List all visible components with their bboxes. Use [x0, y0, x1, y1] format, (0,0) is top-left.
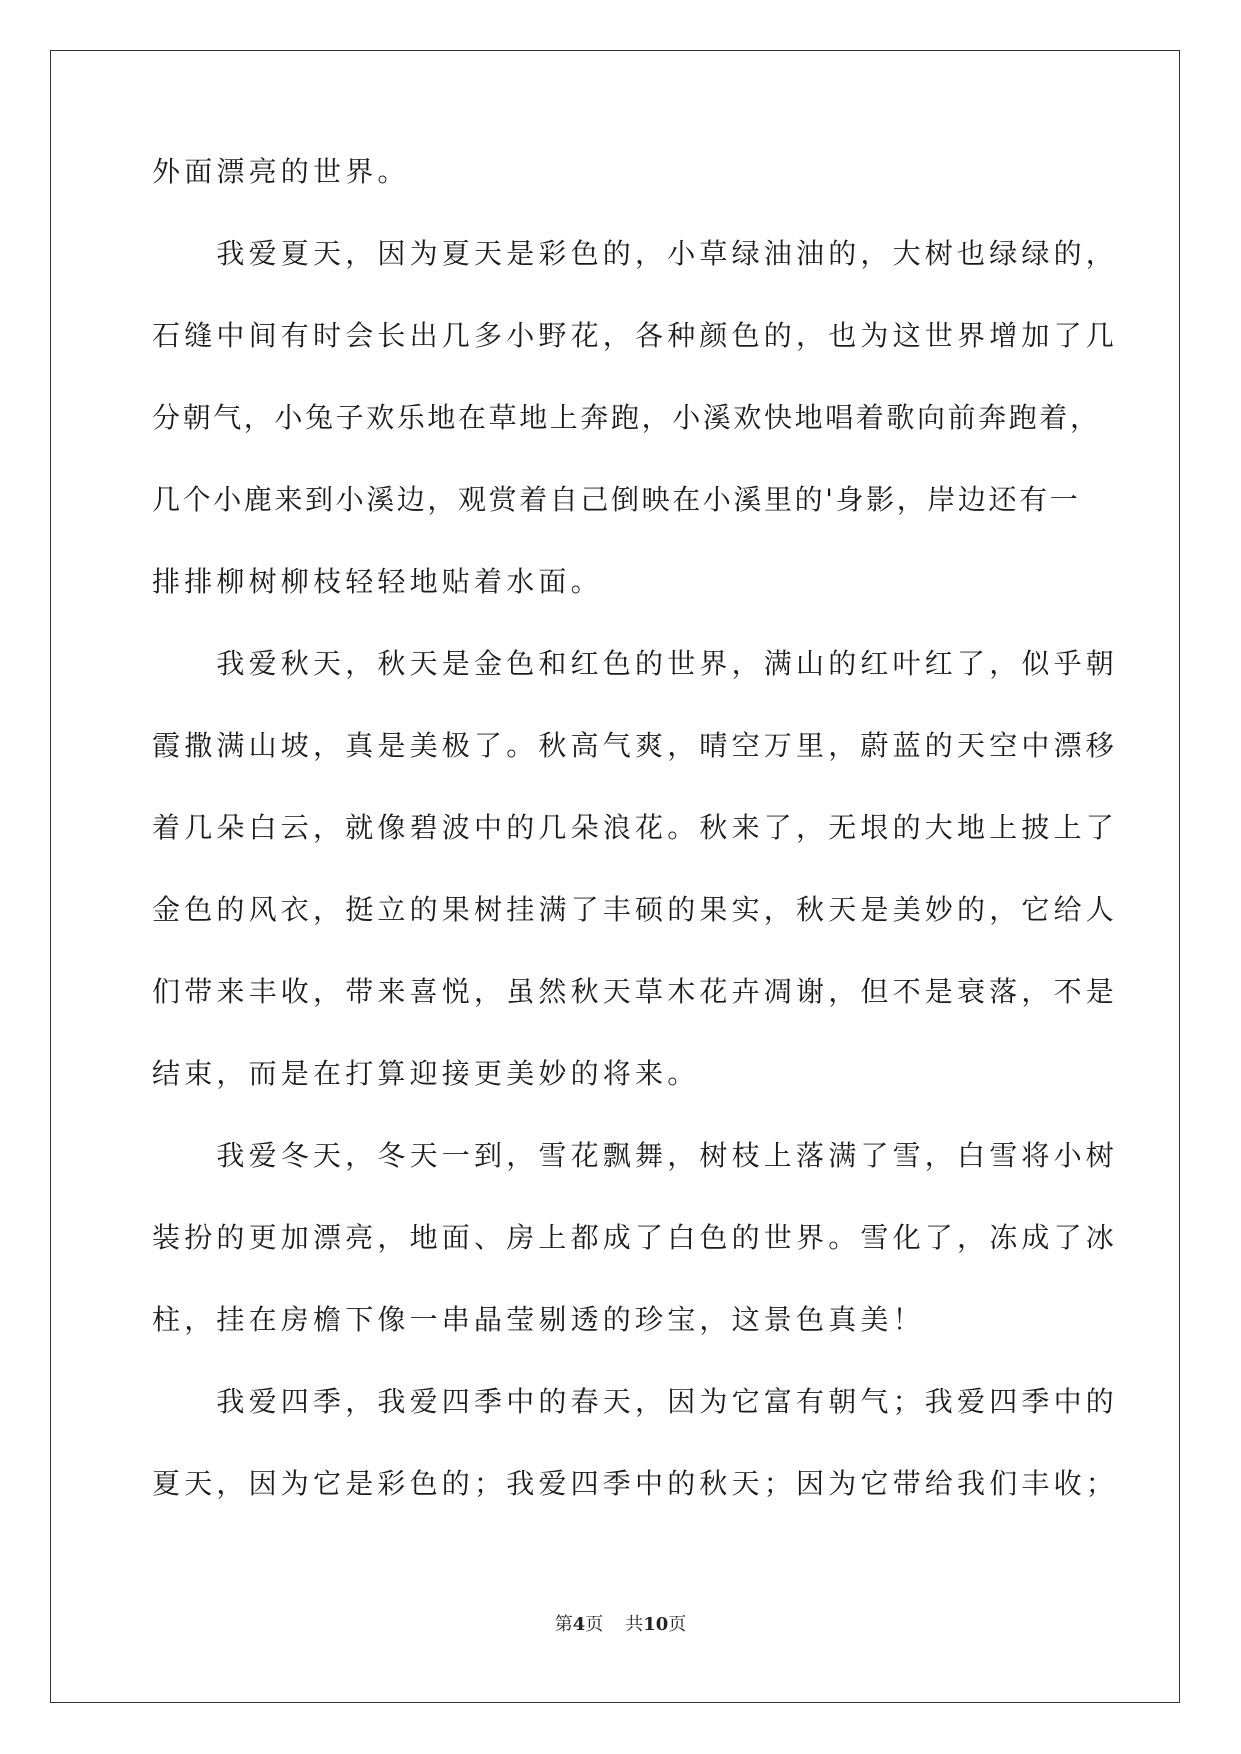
- text-line: 柱，挂在房檐下像一串晶莹剔透的珍宝，这景色真美！: [152, 1303, 925, 1336]
- text-line: 结束，而是在打算迎接更美妙的将来。: [152, 1057, 700, 1090]
- text-line: 石缝中间有时会长出几多小野花，各种颜色的，也为这世界增加了几: [152, 319, 1119, 352]
- page-number: 4: [572, 1614, 586, 1635]
- text-line: 着几朵白云，就像碧波中的几朵浪花。秋来了，无垠的大地上披上了: [152, 811, 1119, 844]
- text-line: 排排柳树柳枝轻轻地贴着水面。: [152, 565, 603, 598]
- text-line: 分朝气，小兔子欢乐地在草地上奔跑，小溪欢快地唱着歌向前奔跑着，: [152, 401, 1101, 434]
- document-body: [152, 155, 1119, 1551]
- text-line: 几个小鹿来到小溪边，观赏着自己倒映在小溪里的'身影，岸边还有一: [152, 483, 1081, 516]
- text-line: 我爱四季，我爱四季中的春天，因为它富有朝气；我爱四季中的: [152, 1385, 1119, 1418]
- total-prefix: 共: [625, 1614, 644, 1635]
- text-line: 们带来丰收，带来喜悦，虽然秋天草木花卉凋谢，但不是衰落，不是: [152, 975, 1119, 1008]
- text-line: 我爱秋天，秋天是金色和红色的世界，满山的红叶红了，似乎朝: [152, 647, 1119, 680]
- page-prefix: 第: [554, 1614, 573, 1635]
- text-line: 金色的风衣，挺立的果树挂满了丰硕的果实，秋天是美妙的，它给人: [152, 893, 1119, 926]
- page-suffix: 页: [585, 1614, 604, 1635]
- page-footer: [0, 1614, 1241, 1636]
- text-line: 外面漂亮的世界。: [152, 155, 410, 188]
- text-line: 装扮的更加漂亮，地面、房上都成了白色的世界。雪化了，冻成了冰: [152, 1221, 1119, 1254]
- total-suffix: 页: [668, 1614, 687, 1635]
- text-line: 夏天，因为它是彩色的；我爱四季中的秋天；因为它带给我们丰收；: [152, 1467, 1119, 1500]
- total-pages: 10: [643, 1614, 669, 1635]
- text-line: 我爱冬天，冬天一到，雪花飘舞，树枝上落满了雪，白雪将小树: [152, 1139, 1119, 1172]
- text-line: 霞撒满山坡，真是美极了。秋高气爽，晴空万里，蔚蓝的天空中漂移: [152, 729, 1119, 762]
- text-line: 我爱夏天，因为夏天是彩色的，小草绿油油的，大树也绿绿的，: [152, 237, 1119, 270]
